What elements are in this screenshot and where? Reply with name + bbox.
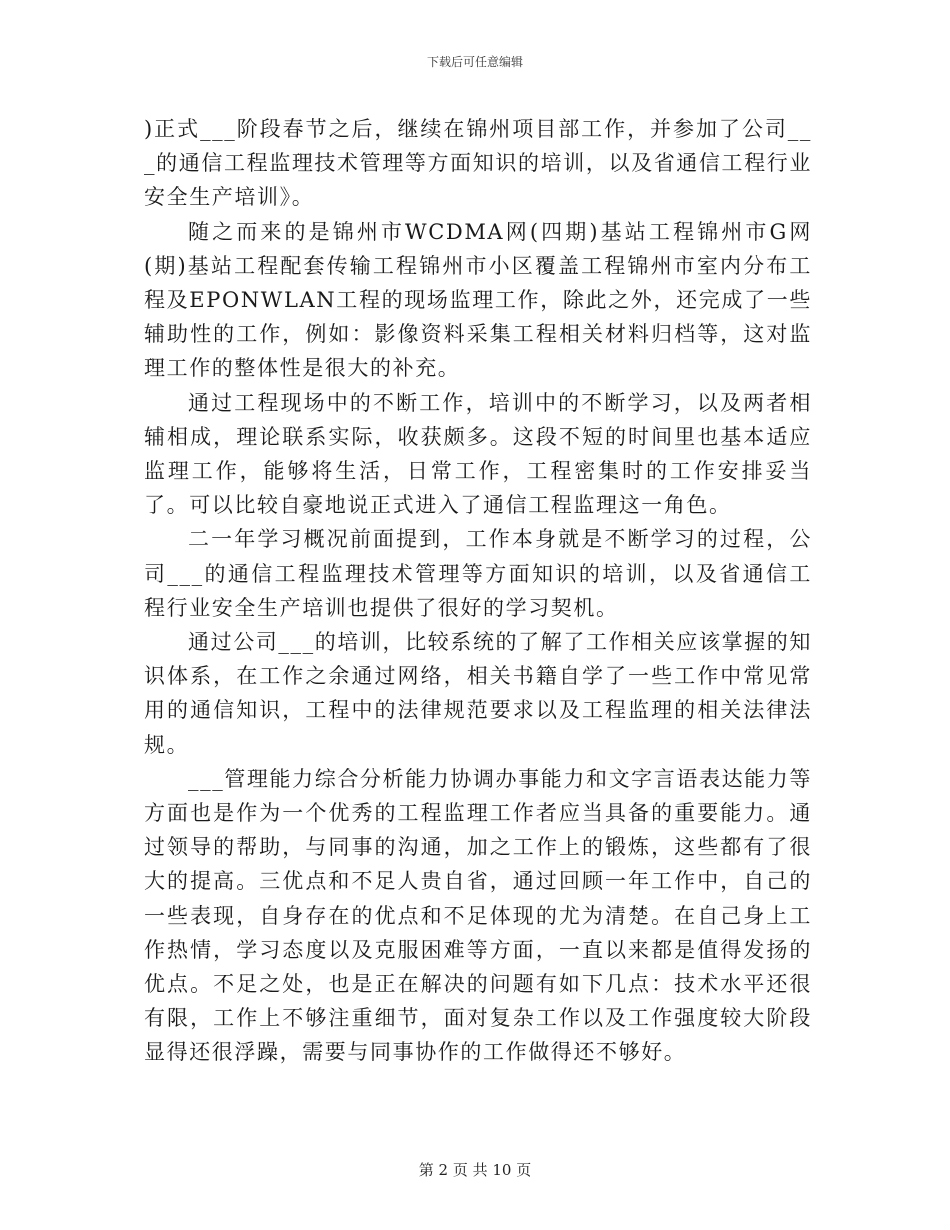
paragraph-2: 随之而来的是锦州市WCDMA网(四期)基站工程锦州市G网(期)基站工程配套传输工程锦州市小区覆盖工程锦州市室内分布工程及EPONWLAN工程的现场监理工作，除此之外，还完成了一些辅助性的工作，例如：影像资料采集工程相关材料归档等，这对监理工作的整体性是很大的补充。 (144, 219, 812, 381)
paragraph-3: 通过工程现场中的不断工作，培训中的不断学习，以及两者相辅相成，理论联系实际，收获颇多。这段不短的时间里也基本适应监理工作，能够将生活，日常工作，工程密集时的工作安排妥当了。可以比较自豪地说正式进入了通信工程监理这一角色。 (144, 390, 812, 518)
paragraph-6: ___管理能力综合分析能力协调办事能力和文字言语表达能力等方面也是作为一个优秀的工程监理工作者应当具备的重要能力。通过领导的帮助，与同事的沟通，加之工作上的锻炼，这些都有了很大的提高。三优点和不足人贵自省，通过回顾一年工作中，自己的一些表现，自身存在的优点和不足体现的尤为清楚。在自己身上工作热情，学习态度以及克服困难等方面，一直以来都是值得发扬的优点。不足之处，也是正在解决的问题有如下几点：技术水平还很有限，工作上不够注重细节，面对复杂工作以及工作强度较大阶段显得还很浮躁，需要与同事协作的工作做得还不够好。 (144, 766, 812, 1065)
page-footer: 第 2 页 共 10 页 (418, 1161, 532, 1179)
paragraph-4: 二一年学习概况前面提到，工作本身就是不断学习的过程，公司___的通信工程监理技术管理等方面知识的培训，以及省通信工程行业安全生产培训也提供了很好的学习契机。 (144, 527, 812, 620)
paragraph-5: 通过公司___的培训，比较系统的了解了工作相关应该掌握的知识体系，在工作之余通过网络，相关书籍自学了一些工作中常见常用的通信知识，工程中的法律规范要求以及工程监理的相关法律法规。 (144, 630, 812, 757)
document-body (144, 112, 812, 1070)
paragraph-1: )正式___阶段春节之后，继续在锦州项目部工作，并参加了公司___的通信工程监理技术管理等方面知识的培训，以及省通信工程行业安全生产培训》。 (144, 117, 812, 210)
page-header: 下载后可任意编辑 (426, 55, 523, 69)
